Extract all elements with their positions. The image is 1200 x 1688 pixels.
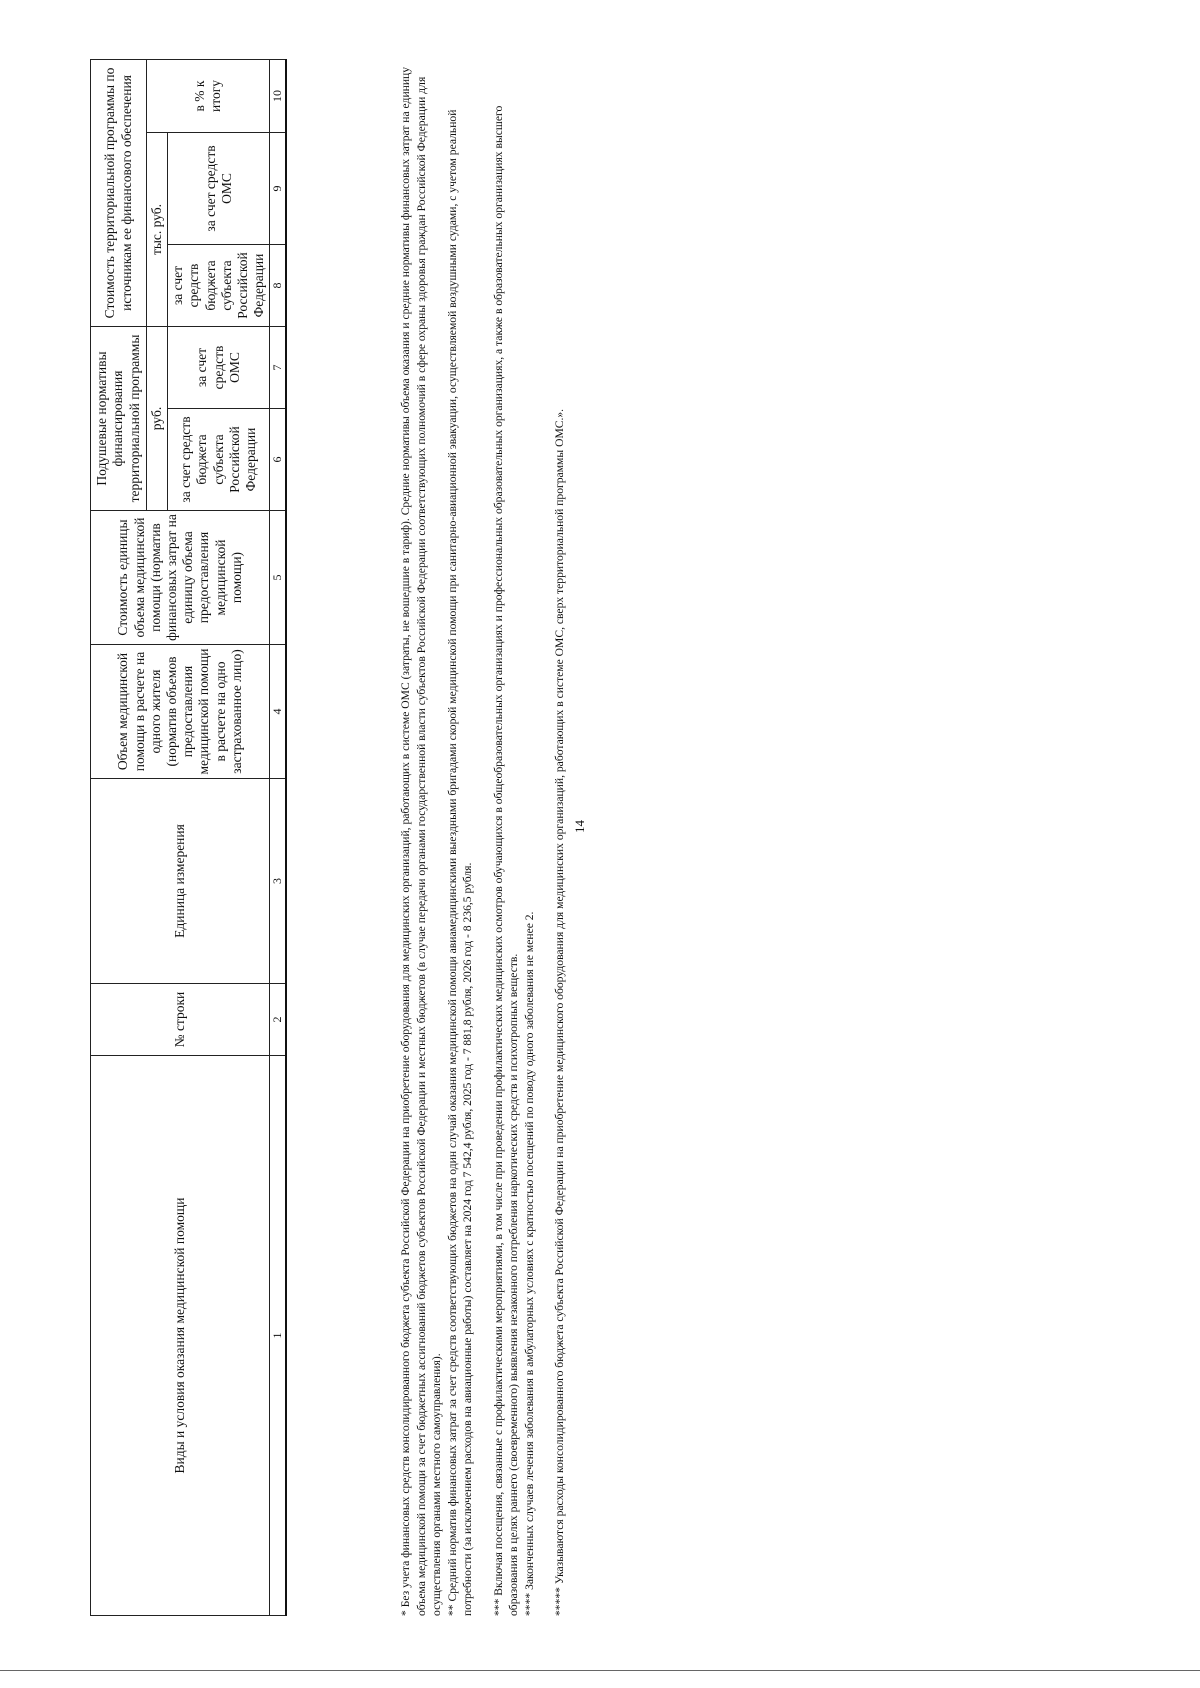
header-unit: Единица измерения [91,779,270,984]
footnote-3: *** Включая посещения, связанные с профилактическими мероприятиями, в том числе при проведении профилактических медицинских осмотров обучающихся в общеобразовательных организациях и профессиональных образовательных организациях, а также в образовательных организациях высшего образования в целях раннего (своевременного) выявления незаконного потребления наркотических средств и психотропных веществ. [491,105,520,1616]
footnote-2: ** Средний норматив финансовых затрат за счет средств соответствующих бюджетов на один случай оказания медицинской помощи авиамедицинскими выездными бригадами скорой медицинской помощи при санитарно-авиационной эвакуации, осуществляемой воздушными судами, с учетом реальной потребности (за исключением расходов на авиационные работы) составляет на 2024 год 7 542,4 рубля, 2025 год - 7 881,8 рубля, 2026 год - 8 236,5 рубля. [445,109,474,1616]
header-cost-unit: тыс. руб. [147,132,168,326]
column-number: 3 [270,779,286,984]
column-number: 7 [270,326,286,408]
header-types-conditions: Виды и условия оказания медицинской помощи [91,1056,270,1616]
column-number: 5 [270,511,286,645]
rotated-content [90,60,660,1616]
header-cost-oms: за счет средств ОМС [168,132,270,244]
header-row-number: № строки [91,984,270,1056]
header-norms-budget: за счет средств бюджета субъекта Российской Федерации [168,409,270,511]
page-number: 14 [572,820,587,833]
column-number: 8 [270,244,286,326]
column-number: 9 [270,132,286,244]
footnotes [398,60,568,1616]
footnote-4: **** Законченных случаев лечения заболевания в амбулаторных условиях с кратностью посещений по поводу одного заболевания не менее 2. [522,911,536,1616]
header-norms-unit: руб. [147,326,168,510]
column-number: 4 [270,645,286,779]
footnote-1: * Без учета финансовых средств консолидированного бюджета субъекта Российской Федерации на приобретение оборудования для медицинских организаций, работающих в системе ОМС (затраты, не вошедшие в тариф). Средние нормативы объема оказания и средние нормативы финансовых затрат на единицу объема медицинской помощи за счет бюджетных ассигнований бюджетов субъектов Российской Федерации и местных бюджетов (в случае передачи органами государственной власти субъектов Российской Федерации соответствующих полномочий в сфере охраны здоровья граждан Российской Федерации для осуществления органами местного самоуправления). [399,66,443,1616]
header-unit-cost: Стоимость единицы объема медицинской помощи (норматив финансовых затрат на единицу объема предоставления медицинской помощи) [91,511,270,645]
header-per-capita-norms: Подушевые нормативы финансирования территориальной программы [91,326,147,510]
column-number: 10 [270,59,286,132]
header-percent-total: в % к итогу [147,59,270,132]
column-number: 2 [270,984,286,1056]
header-cost-budget: за счет средств бюджета субъекта Российской Федерации [168,244,270,326]
header-volume: Объем медицинской помощи в расчете на одного жителя (норматив объемов предоставления медицинской помощи в расчете на одно застрахованное лицо) [91,645,270,779]
header-norms-oms: за счет средств ОМС [168,326,270,408]
column-number: 6 [270,409,286,511]
header-program-cost: Стоимость территориальной программы по источникам ее финансового обеспечения [91,59,147,326]
footnote-5: ***** Указываются расходы консолидированного бюджета субъекта Российской Федерации на приобретение медицинского оборудования для медицинских организаций, работающих в системе ОМС, сверх территориальной программы ОМС.». [553,408,566,1616]
scan-edge-line [0,1670,1200,1671]
column-number: 1 [270,1056,286,1616]
financing-table [90,59,287,1616]
